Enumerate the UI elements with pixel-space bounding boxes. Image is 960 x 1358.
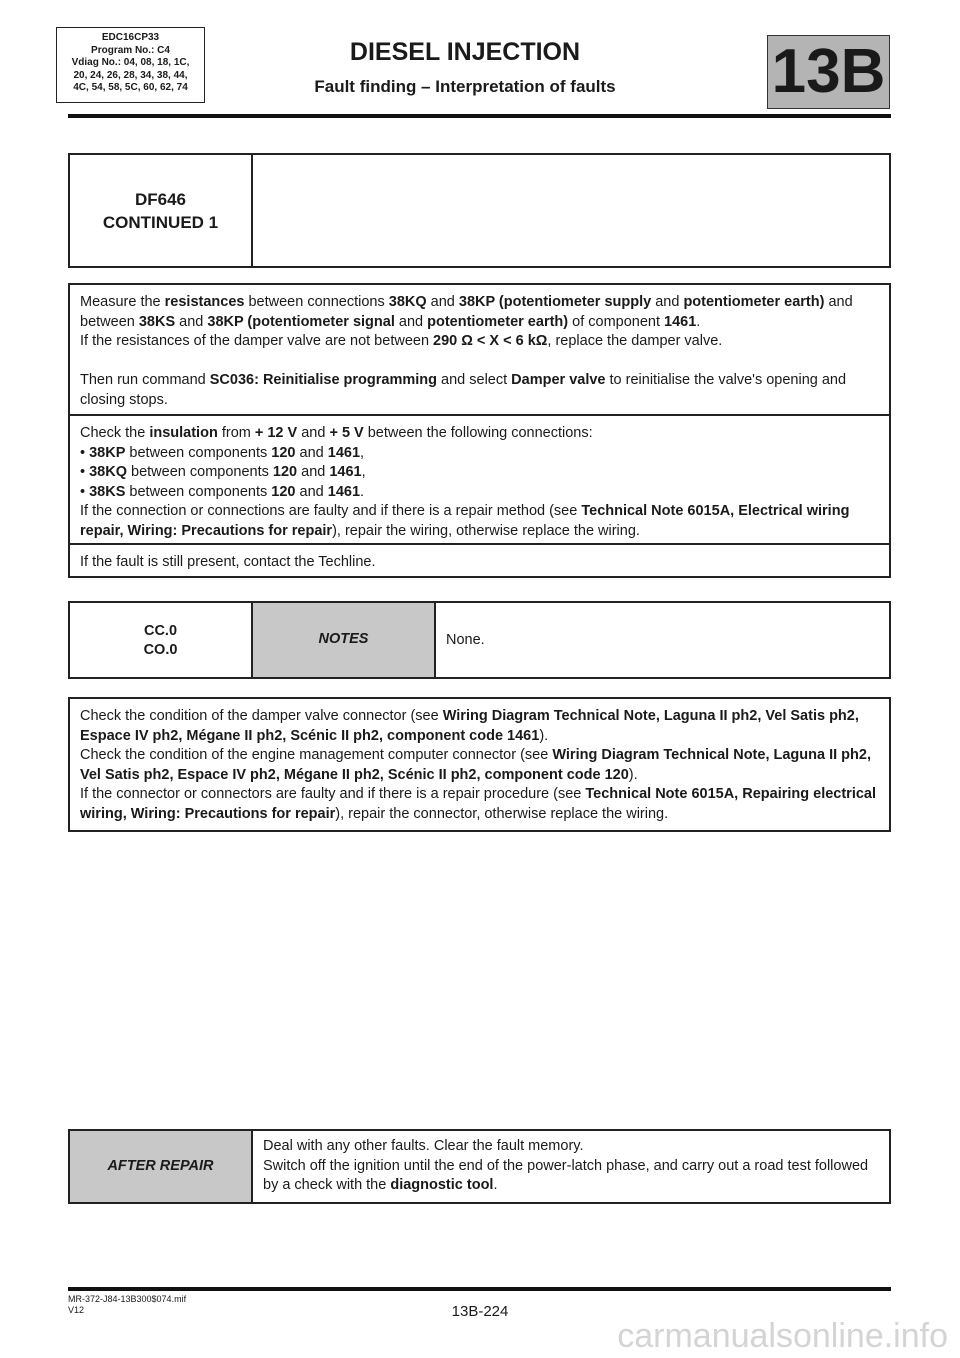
text: •: [80, 483, 90, 500]
bold-text: 1461: [327, 444, 361, 461]
resistance-section: [70, 285, 889, 416]
paragraph: [80, 444, 879, 464]
notes-text: None.: [446, 632, 485, 648]
paragraph: [80, 553, 879, 573]
text: and: [295, 483, 328, 500]
page-number: 13B-224: [451, 1303, 509, 1320]
bold-text: 38KS: [138, 313, 176, 330]
header-rule: [68, 114, 891, 118]
bold-text: diagnostic tool: [390, 1177, 494, 1193]
text: between components: [125, 483, 272, 500]
bold-text: Damper valve: [511, 372, 606, 388]
text: , replace the damper valve.: [547, 333, 723, 349]
after-repair-box: [68, 1129, 891, 1204]
text: Check the condition of the damper valve connector (see: [80, 708, 443, 724]
after-repair-text: [253, 1131, 889, 1202]
procedure-box: [68, 283, 891, 578]
text: .: [493, 1177, 498, 1193]
text: ).: [628, 766, 638, 783]
text: between components: [125, 444, 272, 461]
text: .: [696, 313, 701, 330]
footer-file: MR-372-J84-13B300$074.mif: [68, 1294, 187, 1304]
ecu-line: Program No.: C4: [91, 44, 170, 56]
connector-section: [70, 699, 889, 832]
bold-text: insulation: [149, 425, 218, 441]
paragraph: [80, 332, 879, 352]
text: and: [651, 294, 684, 310]
text: and between: [80, 294, 853, 330]
bold-text: 1461: [664, 313, 697, 330]
insulation-section: [70, 416, 889, 545]
condition-box: [68, 601, 891, 679]
text: If the fault is still present, contact the Techline.: [80, 554, 376, 570]
text: between components: [127, 464, 273, 480]
text: of component: [568, 313, 665, 330]
bold-text: 38KP (potentiometer signal: [207, 313, 395, 330]
text: Switch off the ignition until the end of the power-latch phase, and carry out a road test followed by a check with the: [263, 1157, 869, 1193]
text: .: [360, 483, 365, 500]
bold-text: 38KQ: [89, 464, 127, 480]
text: between the following connections:: [363, 425, 593, 441]
text: Measure the: [80, 294, 165, 310]
bold-text: 120: [271, 444, 296, 461]
text: between connections: [244, 294, 389, 310]
text: ), repair the connector, otherwise replace the wiring.: [335, 805, 669, 822]
bold-text: 38KP (potentiometer supply: [458, 294, 652, 310]
bold-text: SC036: Reinitialise programming: [209, 372, 437, 388]
paragraph: [80, 352, 879, 372]
text: from: [217, 425, 255, 441]
fault-code: DF646: [134, 190, 187, 209]
text: If the resistances of the damper valve are not between: [80, 333, 434, 349]
footer-meta: [68, 1294, 186, 1316]
condition-co: CO.0: [143, 642, 178, 658]
ecu-line: 20, 24, 26, 28, 34, 38, 44,: [73, 69, 188, 81]
fault-header-box: [68, 153, 891, 268]
text: ).: [539, 727, 549, 744]
text: Then run command: [80, 372, 210, 388]
bold-text: 38KP: [89, 444, 126, 461]
ecu-line: Vdiag No.: 04, 08, 18, 1C,: [71, 57, 190, 68]
paragraph: [80, 371, 879, 410]
footer-version: V12: [68, 1305, 85, 1315]
text: ,: [360, 444, 365, 461]
bold-text: Wiring Diagram Technical Note, Laguna II ph2, Vel Satis ph2, Espace IV ph2, Mégane II ph2, Scénic II ph2, component code 1461: [80, 708, 859, 744]
bold-text: potentiometer earth): [427, 313, 569, 330]
paragraph: [263, 1157, 879, 1196]
text: Deal with any other faults. Clear the fault memory.: [263, 1138, 584, 1154]
paragraph: [80, 746, 879, 785]
ecu-info-box: [56, 27, 205, 103]
notes-label: NOTES: [253, 603, 436, 677]
bold-text: 38KS: [89, 483, 126, 500]
watermark: carmanualsonline.info: [617, 1317, 948, 1355]
condition-cc: CC.0: [143, 623, 178, 639]
page-title: DIESEL INJECTION: [349, 38, 581, 66]
text: Check the condition of the engine management computer connector (see: [80, 747, 553, 763]
text: and: [394, 313, 428, 330]
text: ), repair the wiring, otherwise replace the wiring.: [332, 522, 640, 539]
text: ,: [361, 464, 366, 480]
bold-text: 1461: [327, 483, 361, 500]
condition-cell: [70, 603, 253, 677]
after-repair-label: AFTER REPAIR: [70, 1131, 253, 1202]
ecu-line: EDC16CP33: [101, 32, 160, 43]
ecu-line: 4C, 54, 58, 5C, 60, 62, 74: [73, 82, 188, 93]
text: and: [295, 444, 328, 461]
paragraph: [80, 502, 879, 541]
text: and: [297, 464, 330, 480]
bold-text: potentiometer earth): [683, 294, 825, 310]
bold-text: 120: [272, 464, 298, 480]
fault-code-cell: [70, 155, 253, 266]
paragraph: [80, 785, 879, 824]
bold-text: 38KQ: [388, 294, 427, 310]
section-code-badge: 13B: [767, 35, 890, 109]
techline-section: [70, 545, 889, 581]
footer-rule: [68, 1287, 891, 1291]
text: and: [297, 425, 330, 441]
paragraph: [80, 293, 879, 332]
bold-text: 290 Ω < X < 6 kΩ: [433, 333, 548, 349]
text: •: [80, 444, 90, 461]
text: to reinitialise the valve's opening and closing stops.: [80, 372, 847, 408]
paragraph: [80, 707, 879, 746]
connector-box: [68, 697, 891, 832]
bold-text: Technical Note 6015A, Electrical wiring repair, Wiring: Precautions for repair: [80, 503, 850, 539]
page-subtitle: Fault finding – Interpretation of faults: [314, 77, 616, 96]
bold-text: 120: [271, 483, 296, 500]
paragraph: [80, 483, 879, 503]
paragraph: [80, 463, 879, 483]
bold-text: + 12 V: [254, 425, 298, 441]
paragraph: [263, 1137, 879, 1157]
paragraph: [80, 424, 879, 444]
bold-text: Technical Note 6015A, Repairing electrical wiring, Wiring: Precautions for repair: [80, 786, 877, 822]
text: If the connection or connections are faulty and if there is a repair method (see: [80, 503, 582, 519]
fault-continued: CONTINUED 1: [102, 213, 219, 232]
text: and: [426, 294, 459, 310]
text: •: [80, 464, 90, 480]
text: Check the: [80, 425, 150, 441]
bold-text: + 5 V: [329, 425, 364, 441]
bold-text: 1461: [329, 464, 362, 480]
bold-text: Wiring Diagram Technical Note, Laguna II ph2, Vel Satis ph2, Espace IV ph2, Mégane II ph2, Scénic II ph2, component code 120: [80, 747, 871, 783]
text: and: [175, 313, 208, 330]
text: and select: [437, 372, 512, 388]
text: If the connector or connectors are faulty and if there is a repair procedure (see: [80, 786, 586, 802]
bold-text: resistances: [164, 294, 245, 310]
